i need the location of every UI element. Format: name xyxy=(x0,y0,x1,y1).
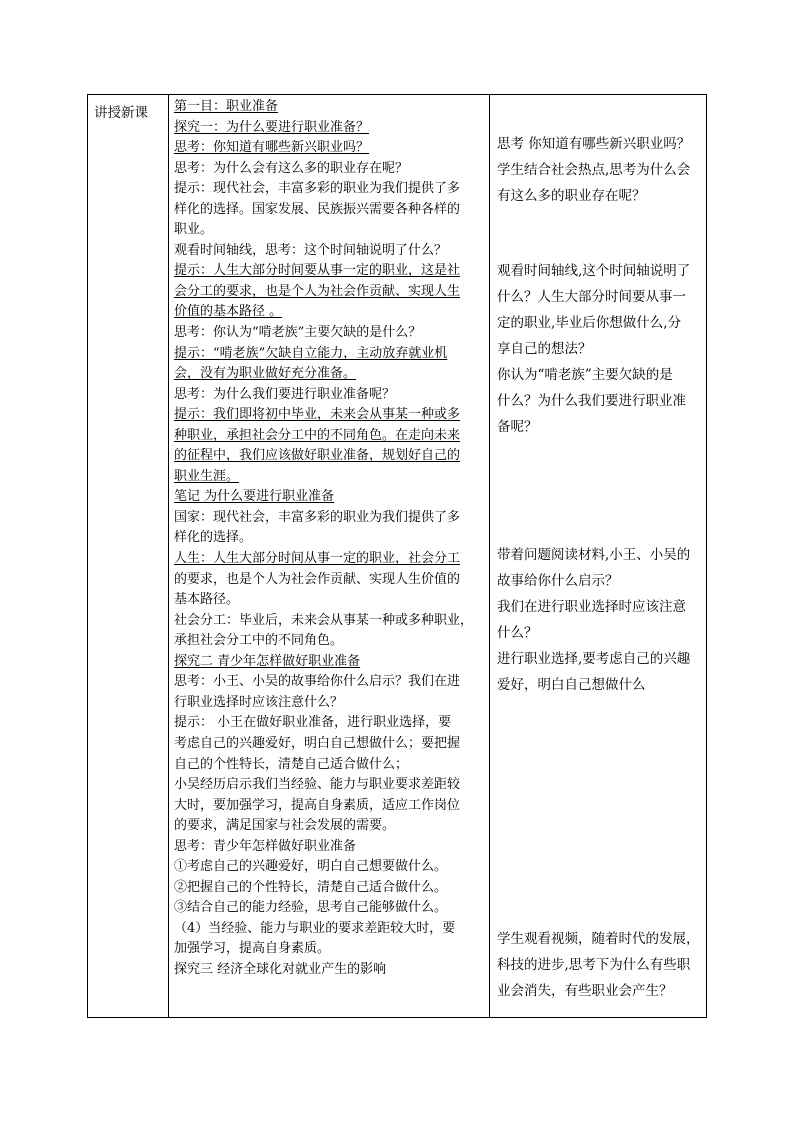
content-line: 的征程中，我们应该做好职业准备，规划好自己的 xyxy=(174,448,461,464)
content-line: 思考：为什么会有这么多的职业存在呢？ xyxy=(174,160,409,176)
content-line: （4）当经验、能力与职业的要求差距较大时，要 xyxy=(174,920,456,936)
student-activity-4 xyxy=(497,926,703,1004)
content-line: 行职业选择时应该注意什么？ xyxy=(174,694,344,710)
content-line: 提示：现代社会，丰富多彩的职业为我们提供了多 xyxy=(174,181,461,197)
content-line: 自己的个性特长，清楚自己适合做什么； xyxy=(174,756,409,772)
activity-line: 定的职业,毕业后你想做什么,分 xyxy=(497,315,682,331)
content-line: ③结合自己的能力经验，思考自己能够做什么。 xyxy=(174,900,448,916)
content-line: 社会分工：毕业后，未来会从事某一种或多种职业， xyxy=(174,612,474,628)
content-line: 探究三 经济全球化对就业产生的影响 xyxy=(174,961,387,977)
activity-line: 进行职业选择,要考虑自己的兴趣 xyxy=(497,651,691,667)
activity-line: 我们在进行职业选择时应该注意 xyxy=(497,599,686,615)
content-line: 大时，要加强学习，提高自身素质，适应工作岗位 xyxy=(174,797,461,813)
content-line: 提示：“啃老族”欠缺自立能力，主动放弃就业机 xyxy=(174,345,448,361)
content-line: 加强学习，提高自身素质。 xyxy=(174,941,331,957)
content-line: 提示：我们即将初中毕业，未来会从事某一种或多 xyxy=(174,407,461,423)
content-line: 样化的选择。 xyxy=(174,530,253,546)
activity-line: 备呢？ xyxy=(497,419,538,435)
content-line: 探究二 青少年怎样做好职业准备 xyxy=(174,653,361,669)
content-line: 提示：人生大部分时间要从事一定的职业，这是社 xyxy=(174,263,461,279)
activity-line: 爱好，明白自己想做什么 xyxy=(497,677,646,693)
teaching-content xyxy=(174,97,492,981)
content-line: 探究一：为什么要进行职业准备？ xyxy=(174,119,370,135)
column-divider-1 xyxy=(168,95,169,1017)
student-activity-1 xyxy=(497,131,703,209)
lesson-table xyxy=(87,94,707,1018)
activity-line: 什么？为什么我们要进行职业准 xyxy=(497,393,686,409)
content-line: 笔记 为什么要进行职业准备 xyxy=(174,489,335,505)
content-line: 样化的选择。国家发展、民族振兴需要各种各样的 xyxy=(174,201,461,217)
content-line: 的要求，也是个人为社会作贡献、实现人生价值的 xyxy=(174,571,461,587)
activity-line: 学生观看视频，随着时代的发展， xyxy=(497,931,700,947)
content-line: 小吴经历启示我们当经验、能力与职业要求差距较 xyxy=(174,777,461,793)
activity-line: 享自己的想法？ xyxy=(497,341,592,357)
content-line: 会分工的要求，也是个人为社会作贡献、实现人生 xyxy=(174,283,461,299)
activity-line: 什么？ xyxy=(497,625,538,641)
content-line: 思考：为什么我们要进行职业准备呢？ xyxy=(174,386,396,402)
activity-line: 思考 你知道有哪些新兴职业吗？ xyxy=(497,136,691,152)
content-line: 思考：你认为“啃老族”主要欠缺的是什么？ xyxy=(174,325,422,341)
student-activity-2 xyxy=(497,258,703,440)
content-line: 价值的基本路径 。 xyxy=(174,304,283,320)
content-line: 人生：人生大部分时间从事一定的职业，社会分工 xyxy=(174,551,461,567)
content-line: 考虑自己的兴趣爱好，明白自己想做什么；要把握 xyxy=(174,735,461,751)
content-line: 国家：现代社会，丰富多彩的职业为我们提供了多 xyxy=(174,509,461,525)
activity-line: 你认为“啃老族”主要欠缺的是 xyxy=(497,367,673,383)
content-line: ①考虑自己的兴趣爱好，明白自己想要做什么。 xyxy=(174,859,448,875)
content-line: 思考：你知道有哪些新兴职业吗？ xyxy=(174,140,370,156)
activity-line: 学生结合社会热点,思考为什么会 xyxy=(497,162,691,178)
content-line: 基本路径。 xyxy=(174,592,240,608)
content-line: 提示： 小王在做好职业准备，进行职业选择，要 xyxy=(174,715,452,731)
activity-line: 有这么多的职业存在呢？ xyxy=(497,188,646,204)
content-line: 会，没有为职业做好充分准备。 xyxy=(174,366,357,382)
content-line: 思考：青少年怎样做好职业准备 xyxy=(174,838,357,854)
activity-line: 业会消失，有些职业会产生？ xyxy=(497,983,673,999)
content-line: 思考：小王、小吴的故事给你什么启示？我们在进 xyxy=(174,674,461,690)
activity-line: 科技的进步,思考下为什么有些职 xyxy=(497,957,691,973)
activity-line: 带着问题阅读材料,小王、小吴的 xyxy=(497,547,691,563)
activity-line: 观看时间轴线,这个时间轴说明了 xyxy=(497,263,691,279)
activity-line: 故事给你什么启示？ xyxy=(497,573,619,589)
content-line: 的要求，满足国家与社会发展的需要。 xyxy=(174,818,396,834)
content-line: 观看时间轴线，思考：这个时间轴说明了什么？ xyxy=(174,242,448,258)
content-line: 种职业，承担社会分工中的不同角色。在走向未来 xyxy=(174,427,461,443)
content-line: 职业生涯。 xyxy=(174,468,240,484)
content-line: 承担社会分工中的不同角色。 xyxy=(174,633,344,649)
activity-line: 什么？人生大部分时间要从事一 xyxy=(497,289,686,305)
section-label: 讲授新课 xyxy=(94,105,148,121)
content-line: ②把握自己的个性特长，清楚自己适合做什么。 xyxy=(174,879,448,895)
student-activity-3 xyxy=(497,542,703,698)
content-line: 第一目：职业准备 xyxy=(174,99,279,114)
content-line: 职业。 xyxy=(174,222,214,238)
